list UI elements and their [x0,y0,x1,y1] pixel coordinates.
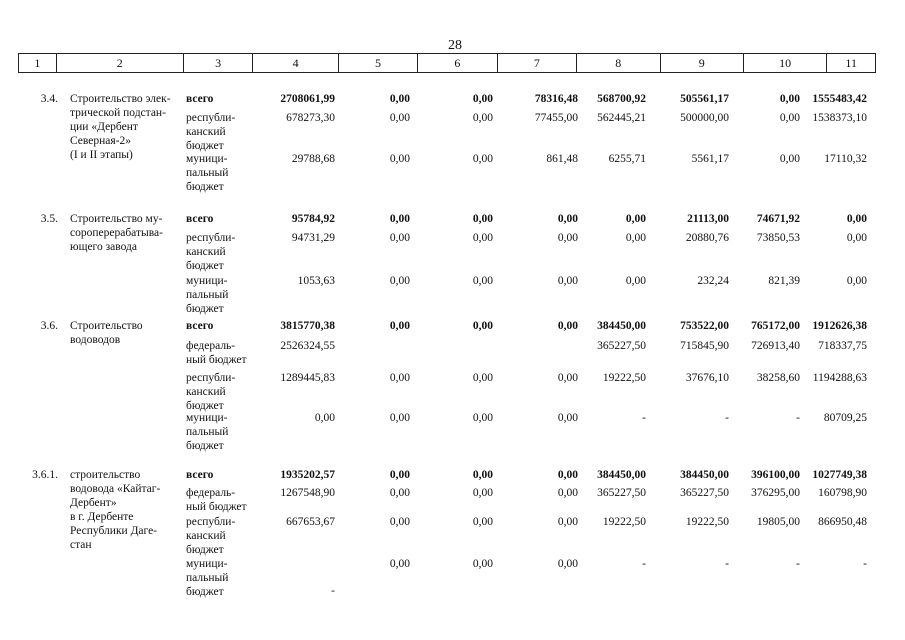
value-cell: 1267548,90 [280,487,335,499]
funding-source-label: всего [186,469,214,481]
value-cell: 0,00 [625,213,646,225]
value-cell: 365227,50 [680,487,729,499]
value-cell: 0,00 [314,412,335,424]
page-number: 28 [448,38,462,53]
value-cell: - [796,412,800,424]
value-cell: 0,00 [779,93,800,105]
funding-source-label: муници- пальный бюджет [186,558,229,598]
value-cell: 20880,76 [685,232,729,244]
row-number: 3.6. [40,320,58,332]
value-cell: 0,00 [625,232,646,244]
value-cell: 3815770,38 [280,320,335,332]
value-cell: 384450,00 [680,469,729,481]
value-cell: 765172,00 [751,320,800,332]
value-cell: 568700,92 [597,93,646,105]
value-cell: 0,00 [846,275,867,287]
value-cell: 0,00 [389,112,410,124]
value-cell: 0,00 [557,516,578,528]
value-cell: 861,48 [546,153,578,165]
value-cell: 78316,48 [534,93,578,105]
value-cell: 726913,40 [751,340,800,352]
value-cell: 0,00 [472,516,493,528]
funding-source-label: муници- пальный бюджет [186,412,229,452]
value-cell: 0,00 [557,469,578,481]
value-cell: 0,00 [389,558,410,570]
funding-source-label: всего [186,320,214,332]
funding-source-label: муници- пальный бюджет [186,275,229,315]
value-cell: 0,00 [389,412,410,424]
value-cell: 866950,48 [818,516,867,528]
value-cell: 21113,00 [687,213,729,225]
row-title: Строительство элек- трической подстан- ции «Дербент Северная-2» (I и II этапы) [70,93,171,161]
column-header-10: 10 [744,54,827,72]
value-cell: 19222,50 [602,516,646,528]
funding-source-label: федераль- ный бюджет [186,487,247,513]
value-cell: 19222,50 [602,372,646,384]
column-header-9: 9 [661,54,744,72]
row-number: 3.5. [40,213,58,225]
value-cell: 0,00 [472,93,493,105]
funding-source-label: муници- пальный бюджет [186,153,229,193]
column-header-5: 5 [339,54,418,72]
value-cell: 2526324,55 [280,340,335,352]
value-cell: 0,00 [472,213,493,225]
value-cell: 19805,00 [756,516,800,528]
value-cell: 0,00 [472,469,493,481]
value-cell: 1053,63 [297,275,335,287]
column-header-2: 2 [57,54,184,72]
value-cell: 0,00 [846,213,867,225]
value-cell: 0,00 [557,558,578,570]
column-header-11: 11 [845,56,857,70]
column-header-1: 1 [19,54,57,72]
value-cell: - [725,412,729,424]
value-cell: 0,00 [389,232,410,244]
value-cell: 365227,50 [597,340,646,352]
value-cell: - [863,558,867,570]
value-cell: 753522,00 [680,320,729,332]
value-cell: 160798,90 [818,487,867,499]
column-header-4: 4 [253,54,338,72]
value-cell: 667653,67 [286,516,335,528]
value-cell: 74671,92 [756,213,800,225]
column-header-7: 7 [498,54,577,72]
value-cell: 0,00 [472,112,493,124]
value-cell: 1027749,38 [812,469,867,481]
row-number: 3.4. [40,93,58,105]
value-cell: 0,00 [472,232,493,244]
value-cell: 0,00 [779,112,800,124]
value-cell: 0,00 [472,153,493,165]
value-cell: 718337,75 [818,340,867,352]
value-cell: 0,00 [472,372,493,384]
value-cell: 0,00 [472,412,493,424]
value-cell: 1538373,10 [812,112,867,124]
value-cell: 0,00 [389,153,410,165]
value-cell: - [796,558,800,570]
value-cell: 1555483,42 [812,93,867,105]
value-cell: 1194288,63 [812,372,867,384]
value-cell: 384450,00 [597,469,646,481]
value-cell: 396100,00 [751,469,800,481]
value-cell: 38258,60 [756,372,800,384]
value-cell: - [642,558,646,570]
value-cell: 232,24 [697,275,729,287]
value-cell: 562445,21 [597,112,646,124]
value-cell: 0,00 [557,275,578,287]
column-header-3: 3 [184,54,254,72]
value-cell: 715845,90 [680,340,729,352]
value-cell: 0,00 [557,320,578,332]
value-cell: 0,00 [472,558,493,570]
funding-source-label: республи- канский бюджет [186,112,236,152]
value-cell: 73850,53 [756,232,800,244]
value-cell: 365227,50 [597,487,646,499]
row-title: Строительство му- сороперерабатыва- ющего завода [70,213,163,253]
value-cell: 0,00 [389,275,410,287]
funding-source-label: республи- канский бюджет [186,516,236,556]
value-cell: 0,00 [779,153,800,165]
value-cell: - [725,558,729,570]
value-cell: 821,39 [768,275,800,287]
value-cell: 29788,68 [291,153,335,165]
row-title: Строительство водоводов [70,320,143,346]
value-cell: 0,00 [557,372,578,384]
value-cell: 1289445,83 [280,372,335,384]
value-cell: 95784,92 [291,213,335,225]
value-cell: 77455,00 [534,112,578,124]
value-cell: 5561,17 [691,153,729,165]
value-cell: 1935202,57 [280,469,335,481]
value-cell: 500000,00 [680,112,729,124]
value-cell: 0,00 [389,469,410,481]
column-header-8: 8 [577,54,660,72]
value-cell: 94731,29 [291,232,335,244]
column-header-6: 6 [418,54,497,72]
value-cell: 0,00 [389,213,410,225]
value-cell: 0,00 [472,275,493,287]
value-cell: 678273,30 [286,112,335,124]
value-cell: 1912626,38 [812,320,867,332]
value-cell: 376295,00 [751,487,800,499]
funding-source-label: республи- канский бюджет [186,372,236,412]
value-cell: 0,00 [389,372,410,384]
value-cell: 0,00 [389,516,410,528]
value-cell: 0,00 [557,487,578,499]
row-number: 3.6.1. [32,469,58,481]
value-cell: 0,00 [557,412,578,424]
value-cell: - [642,412,646,424]
value-cell: 384450,00 [597,320,646,332]
value-cell: 80709,25 [823,412,867,424]
funding-source-label: всего [186,93,214,105]
value-cell: 0,00 [389,93,410,105]
value-cell: 19222,50 [685,516,729,528]
value-cell: 6255,71 [608,153,646,165]
value-cell: 0,00 [389,487,410,499]
row-title: строительство водовода «Кайтаг- Дербент» в г. Дербенте Республики Даге- стан [70,469,161,551]
value-cell: 0,00 [472,487,493,499]
value-cell: 0,00 [389,320,410,332]
value-cell: 0,00 [557,213,578,225]
value-cell: - [331,585,335,597]
value-cell: 0,00 [557,232,578,244]
value-cell: 0,00 [472,320,493,332]
value-cell: 0,00 [625,275,646,287]
funding-source-label: всего [186,213,214,225]
funding-source-label: федераль- ный бюджет [186,340,247,366]
value-cell: 0,00 [846,232,867,244]
value-cell: 2708061,99 [280,93,335,105]
value-cell: 37676,10 [685,372,729,384]
table-header-row [18,53,876,73]
funding-source-label: республи- канский бюджет [186,232,236,272]
value-cell: 17110,32 [824,153,867,165]
value-cell: 505561,17 [680,93,729,105]
